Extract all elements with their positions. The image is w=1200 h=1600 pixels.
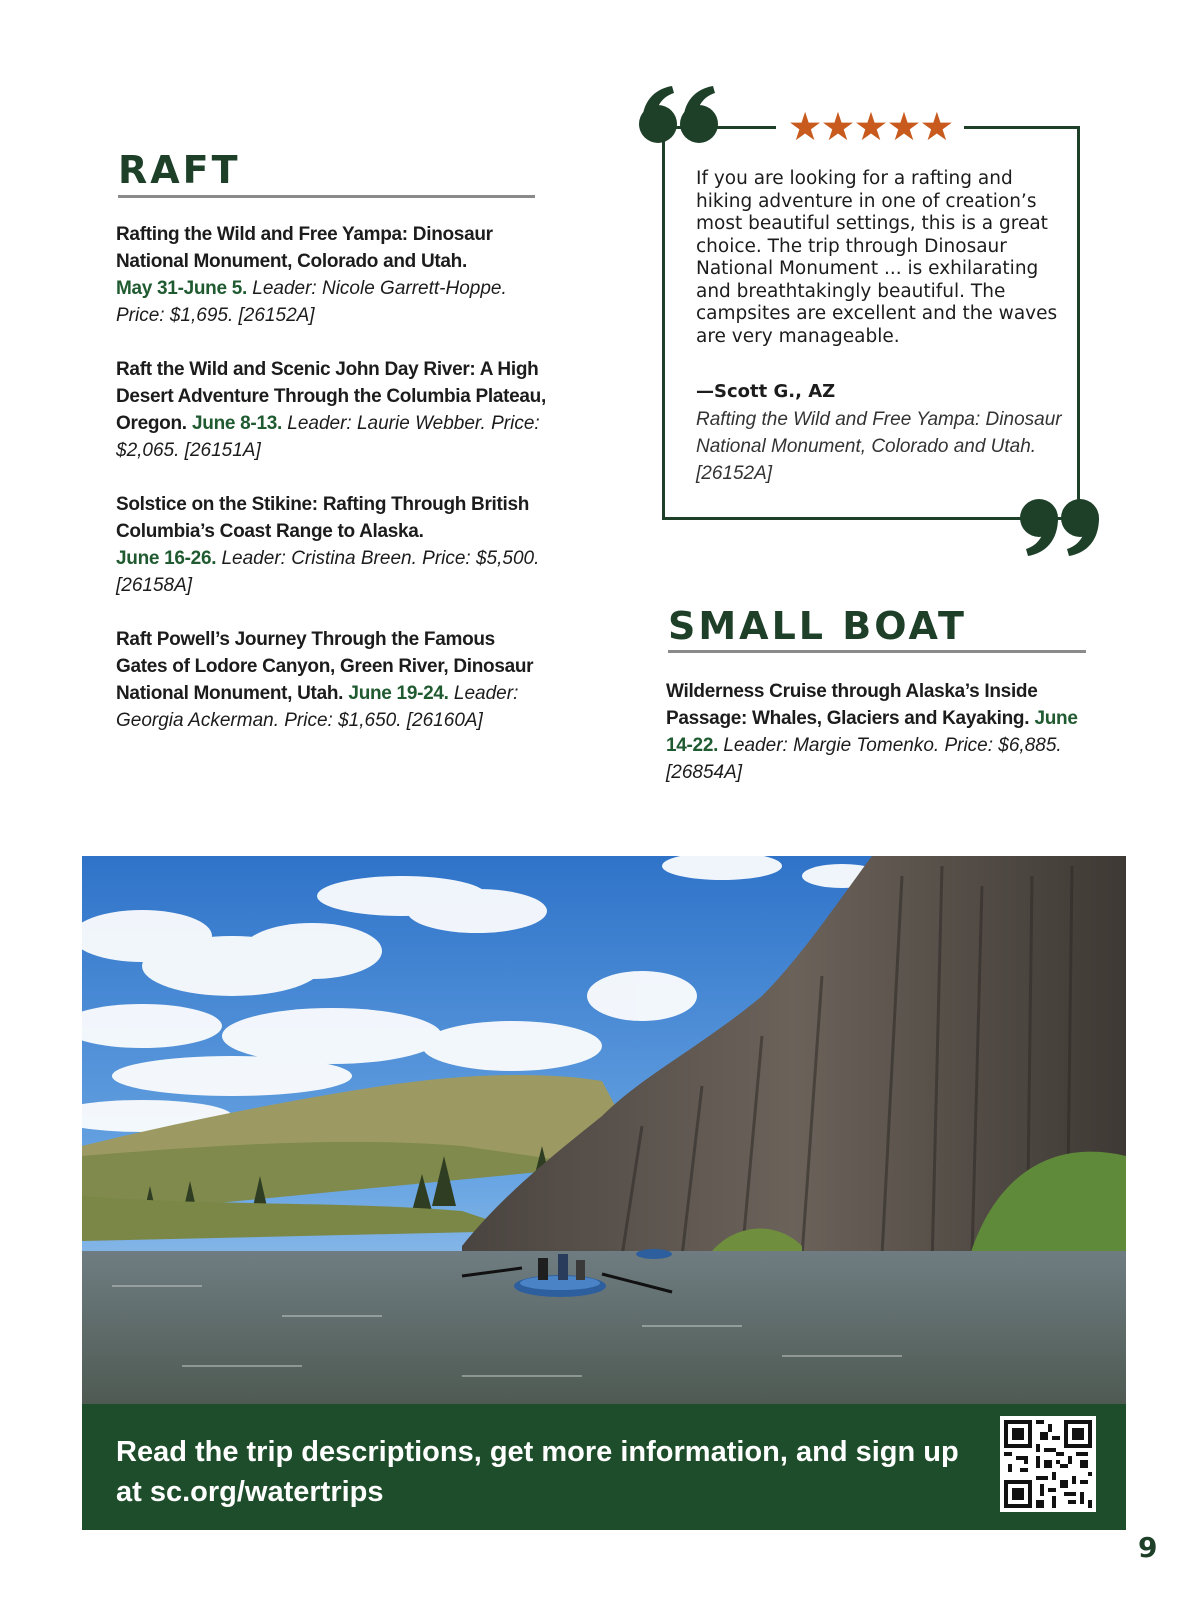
trip-dates: June 8-13. <box>192 413 282 434</box>
small-boat-heading: SMALL BOAT <box>668 604 967 648</box>
raft-heading-rule <box>118 195 535 198</box>
raft-trip-3 <box>116 491 546 599</box>
trip-details: Leader: Nicole Garrett-Hoppe. Price: $1,695. [26152A] <box>116 278 507 326</box>
page-number: 9 <box>1138 1531 1158 1564</box>
trip-title: Raft Powell’s Journey Through the Famous Gates of Lodore Canyon, Green River, Dinosaur National Monument, Utah. <box>116 629 534 704</box>
testimonial-author: —Scott G., AZ <box>696 381 836 402</box>
close-quote-icon <box>1016 496 1102 558</box>
raft-heading: RAFT <box>118 148 241 192</box>
testimonial-quote: If you are looking for a rafting and hiking adventure in one of creation’s most beautiful settings, this is a great choice. The trip through Dinosaur National Monument ... is exhilarating and breathtakingly beautiful. The campsites are excellent and the waves are very manageable. <box>696 168 1058 347</box>
trip-dates: May 31-June 5. <box>116 278 247 299</box>
raft-trip-2 <box>116 356 546 464</box>
testimonial-trip: Rafting the Wild and Free Yampa: Dinosaur National Monument, Colorado and Utah. [26152A] <box>696 409 1062 484</box>
trip-title: Solstice on the Stikine: Rafting Through British Columbia’s Coast Range to Alaska. <box>116 494 530 542</box>
trip-details: Leader: Laurie Webber. Price: $2,065. [26151A] <box>116 413 540 461</box>
small-boat-heading-rule <box>668 650 1086 653</box>
raft-trip-1 <box>116 221 546 329</box>
banner-text[interactable]: Read the trip descriptions, get more information, and sign up at sc.org/watertrips <box>116 1436 959 1508</box>
raft-trip-4 <box>116 626 546 734</box>
trip-details: Leader: Cristina Breen. Price: $5,500. [26158A] <box>116 548 540 596</box>
small-boat-trip-1 <box>666 678 1096 786</box>
rating-stars: ★★★★★ <box>776 108 964 148</box>
trip-title: Rafting the Wild and Free Yampa: Dinosaur National Monument, Colorado and Utah. <box>116 224 493 272</box>
river-rafting-photo <box>82 856 1126 1404</box>
trip-title: Raft the Wild and Scenic John Day River: A High Desert Adventure Through the Columbia Plateau, Oregon. <box>116 359 546 434</box>
trip-dates: June 14-22. <box>666 708 1078 756</box>
open-quote-icon <box>636 84 722 146</box>
trip-dates: June 19-24. <box>348 683 449 704</box>
signup-banner <box>82 1404 1126 1530</box>
trip-dates: June 16-26. <box>116 548 217 569</box>
qr-code-icon[interactable] <box>1000 1416 1096 1512</box>
trip-details: Leader: Margie Tomenko. Price: $6,885. [26854A] <box>666 735 1062 783</box>
trip-details: Leader: Georgia Ackerman. Price: $1,650. [26160A] <box>116 683 519 731</box>
trip-title: Wilderness Cruise through Alaska’s Inside Passage: Whales, Glaciers and Kayaking. <box>666 681 1038 729</box>
